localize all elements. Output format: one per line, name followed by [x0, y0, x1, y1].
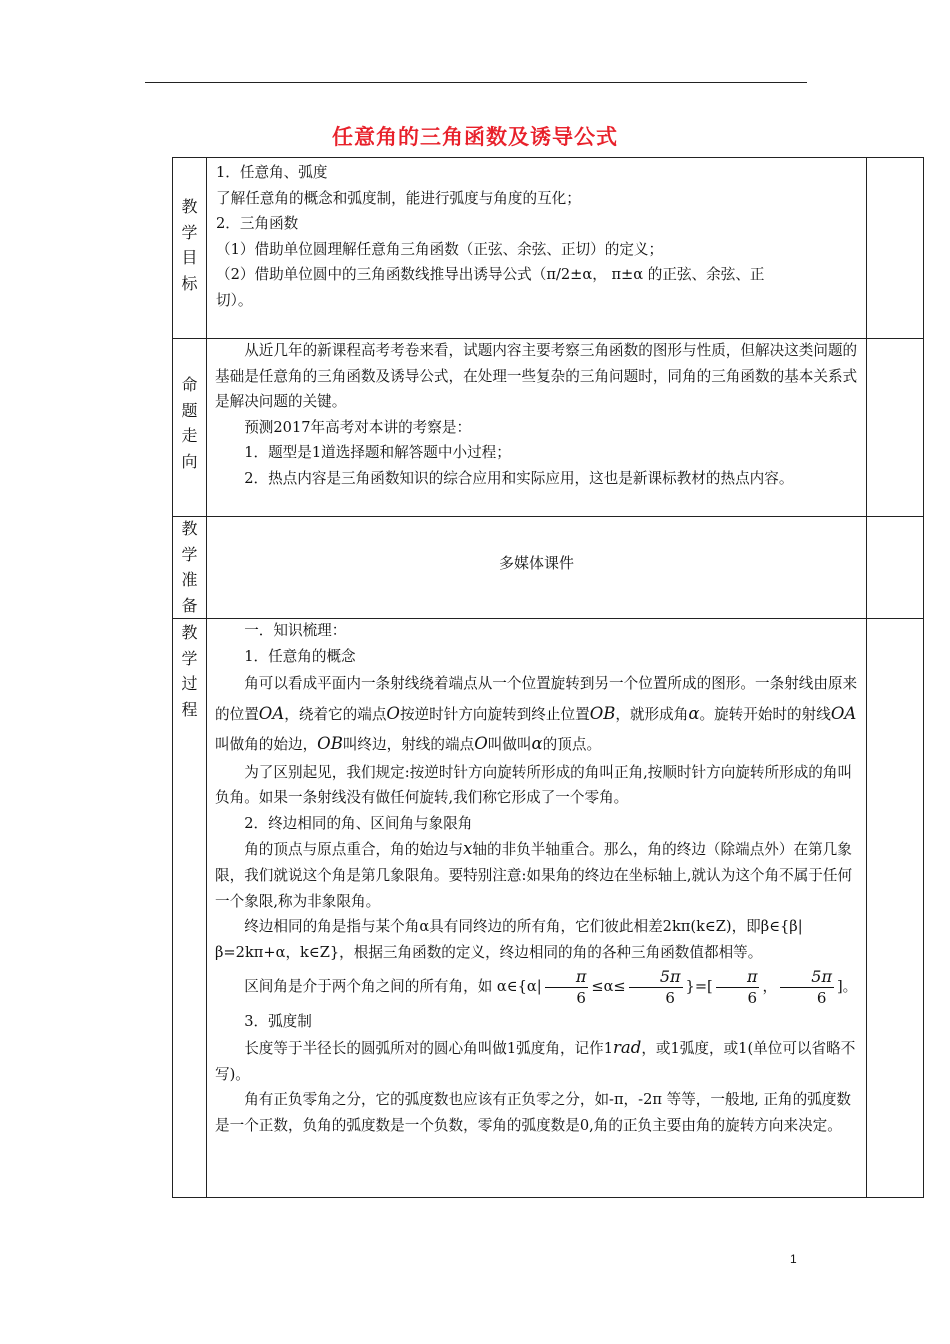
- fraction-denominator: 6: [747, 988, 757, 1007]
- row-label-process: [173, 620, 206, 722]
- text: 长度等于半径长的圆弧所对的圆心角叫做1弧度角，记作1: [244, 1040, 614, 1058]
- row-divider: [173, 516, 923, 517]
- text: 区间角是介于两个角之间的所有角，如 α∈{α|: [244, 978, 542, 996]
- process-paragraph: 终边相同的角是指与某个角α具有同终边的所有角，它们彼此相差2kπ(k∈Z)，即β∈{β|β=2kπ+α，k∈Z}，根据三角函数的定义，终边相同的角的各种三角函数值都相等。: [215, 918, 803, 961]
- text: 轴的非负半轴重合。那么，角的终边（除端点外）在第几象限，我们就说这个角是第几象限角。要特别注意:如果角的终边在坐标轴上,就认为这个角不属于任何一个象限,称为非象限角。: [215, 841, 853, 910]
- fraction-denominator: 6: [665, 988, 675, 1007]
- math-o: O: [474, 734, 488, 754]
- prep-content: 多媒体课件: [498, 554, 574, 572]
- goal-line: 1．任意角、弧度: [216, 164, 328, 181]
- section-heading: 一．知识梳理：: [244, 622, 347, 639]
- text: 按逆时针方向旋转到终止位置: [399, 705, 590, 723]
- table-divider: [206, 158, 207, 1197]
- label-char: 学: [181, 648, 198, 668]
- label-char: 题: [181, 400, 198, 420]
- table-divider: [866, 158, 867, 1197]
- goal-line: 切）。: [216, 291, 253, 309]
- text: 叫终边，射线的端点: [342, 736, 475, 754]
- section-heading: 2．终边相同的角、区间角与象限角: [244, 814, 473, 832]
- trend-paragraph: 1．题型是1道选择题和解答题中小过程；: [244, 444, 511, 462]
- label-char: 目: [181, 248, 198, 267]
- fraction: [629, 967, 683, 1008]
- label-char: 学: [181, 222, 198, 242]
- label-char: 学: [181, 544, 198, 564]
- label-char: 教: [181, 519, 198, 538]
- fraction: [545, 967, 589, 1008]
- math-alpha: α: [531, 734, 543, 754]
- trend-paragraph: 从近几年的新课程高考考卷来看，试题内容主要考察三角函数的图形与性质，但解决这类问题的基础是任意角的三角函数及诱导公式，在处理一些复杂的三角问题时，同角的三角函数的基本关系式是解决问题的关键。: [215, 342, 858, 411]
- process-content: [215, 618, 863, 1138]
- fraction: [716, 967, 760, 1008]
- fraction-numerator: π: [716, 967, 760, 988]
- header-rule: [145, 82, 807, 83]
- fraction-denominator: 6: [576, 988, 586, 1007]
- math-o: O: [386, 703, 400, 723]
- fraction-numerator: π: [545, 967, 589, 988]
- text: 的顶点。: [542, 736, 602, 754]
- fraction-denominator: 6: [816, 988, 827, 1007]
- math-oa: OA: [830, 703, 857, 723]
- label-char: 备: [181, 595, 198, 615]
- process-paragraph: 为了区别起见，我们规定:按逆时针方向旋转所形成的角叫正角,按顺时针方向旋转所形成的角叫负角。如果一条射线没有做任何旋转,我们称它形成了一个零角。: [215, 763, 853, 807]
- fraction-numerator: 5π: [780, 967, 834, 988]
- trend-paragraph: 预测2017年高考对本讲的考察是：: [244, 418, 472, 436]
- text: 角的顶点与原点重合，角的始边与: [244, 841, 464, 859]
- goals-content: [216, 160, 864, 314]
- process-paragraph: [215, 1035, 863, 1087]
- label-char: 走: [181, 426, 198, 445]
- goal-line: 了解任意角的概念和弧度制，能进行弧度与角度的互化；: [216, 189, 581, 207]
- math-ob: OB: [317, 734, 343, 754]
- trend-content: [215, 338, 863, 492]
- row-label-goals: [173, 194, 206, 296]
- lesson-plan-table: [172, 157, 924, 1198]
- section-heading: 1．任意角的概念: [244, 647, 356, 665]
- text: ，绕着它的端点: [284, 705, 387, 723]
- math-oa: OA: [258, 703, 285, 723]
- interval-angle-line: [215, 965, 863, 1009]
- math-rad: rad: [613, 1038, 642, 1058]
- trend-paragraph: 2．热点内容是三角函数知识的综合应用和实际应用，这也是新课标教材的热点内容。: [244, 469, 794, 487]
- label-char: 程: [181, 699, 198, 719]
- label-char: 标: [181, 273, 198, 293]
- label-char: 命: [181, 375, 198, 394]
- text: 角可以看成平面内一条射线绕着端点从一个位置旋转到另一个位置所成的图形。一条射线由原来的位置: [215, 675, 858, 723]
- process-paragraph: 角有正负零角之分，它的弧度数也应该有正负零之分，如-π，-2π 等等，一般地, 正角的弧度数是一个正数，负角的弧度数是一个负数，零角的弧度数是0,角的正负主要由角的旋转方向来决定。: [215, 1091, 852, 1134]
- label-char: 向: [181, 451, 198, 471]
- label-char: 教: [181, 197, 198, 216]
- text: ≤α≤: [591, 978, 626, 996]
- math-x: x: [463, 839, 473, 859]
- text: ]。: [836, 978, 858, 996]
- process-paragraph: [215, 836, 863, 914]
- text: 叫做叫: [487, 736, 532, 754]
- goal-line: （1）借助单位圆理解任意角三角函数（正弦、余弦、正切）的定义；: [216, 240, 664, 258]
- label-char: 准: [181, 570, 198, 589]
- goal-line: （2）借助单位圆中的三角函数线推导出诱导公式（π/2±α， π±α 的正弦、余弦、正: [216, 266, 765, 284]
- text: 。旋转开始时的射线: [699, 705, 831, 723]
- section-heading: 3．弧度制: [244, 1013, 312, 1031]
- document-title: 任意角的三角函数及诱导公式: [332, 125, 618, 149]
- row-label-trend: [173, 372, 206, 474]
- fraction: [780, 967, 834, 1008]
- row-label-prep: [173, 516, 206, 618]
- text: 叫做角的始边，: [215, 736, 318, 754]
- process-paragraph: [215, 669, 863, 760]
- page-number: 1: [790, 1252, 797, 1266]
- text: ，或1弧度，或1(单位可以省略不写)。: [215, 1040, 856, 1083]
- goal-line: 2．三角函数: [216, 215, 299, 233]
- fraction-numerator: 5π: [629, 967, 683, 988]
- label-char: 教: [181, 623, 198, 642]
- math-alpha: α: [688, 703, 700, 723]
- text: ，: [762, 978, 778, 996]
- label-char: 过: [181, 674, 198, 693]
- text: ，就形成角: [615, 705, 689, 723]
- text: }=[: [685, 978, 713, 996]
- math-ob: OB: [589, 703, 616, 723]
